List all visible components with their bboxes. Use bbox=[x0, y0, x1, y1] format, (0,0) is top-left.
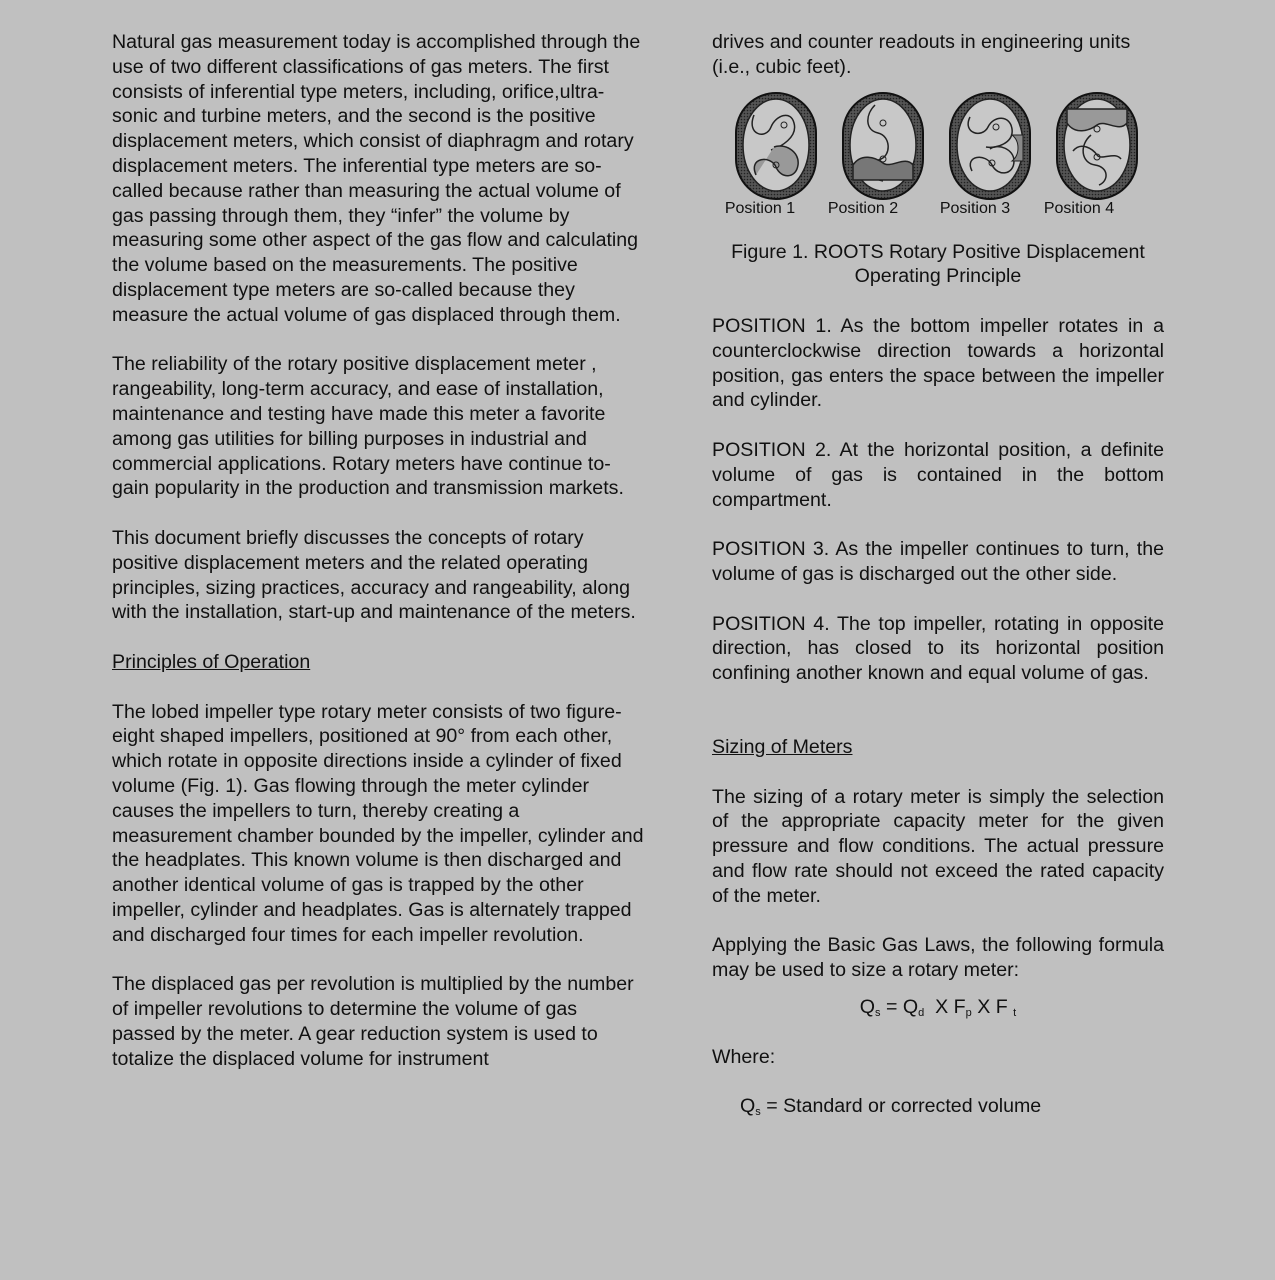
where-label: Where: bbox=[712, 1045, 776, 1068]
definition-text: = Standard or corrected volume bbox=[760, 1095, 1042, 1118]
definition-qs bbox=[712, 1094, 1164, 1119]
formula-times-f: X F bbox=[971, 995, 1014, 1018]
figure-caption: Figure 1. ROOTS Rotary Positive Displacement Operating Principle bbox=[731, 240, 1145, 288]
paragraph-position-2: POSITION 2. At the horizontal position, a definite volume of gas is contained in the bottom compartment. bbox=[712, 438, 1164, 511]
figure-label-position-2: Position 2 bbox=[827, 199, 899, 217]
formula-sub-p: p bbox=[965, 1006, 972, 1019]
rotary-meter-diagram bbox=[712, 90, 1164, 200]
definition-sub-s: s bbox=[755, 1106, 761, 1119]
paragraph-displaced-gas: The displaced gas per revolution is multiplied by the number of impeller revolutions to determine the volume of gas passed by the meter. A gear reduction system is used to totalize the displaced volume for instrument bbox=[112, 973, 634, 1070]
right-column bbox=[712, 30, 1164, 1144]
heading-principles-of-operation: Principles of Operation bbox=[112, 650, 311, 673]
sizing-formula bbox=[712, 995, 1164, 1020]
position-2-diagram bbox=[843, 93, 923, 199]
formula-sub-t: t bbox=[1013, 1006, 1017, 1019]
formula-sub-s: s bbox=[875, 1006, 881, 1019]
position-4-diagram bbox=[1057, 93, 1137, 199]
formula-q: Q bbox=[859, 995, 876, 1018]
figure-label-position-3: Position 3 bbox=[939, 199, 1011, 217]
left-column bbox=[112, 30, 644, 1096]
paragraph-reliability: The reliability of the rotary positive displacement meter , rangeability, long-term accuracy, and ease of installation, maintenance and testing have made this meter a favorite among gas utilities for billing purposes in industrial and commercial applications. Rotary meters have continue to-gain popularity in the production and transmission markets. bbox=[112, 353, 624, 500]
formula-equals: = bbox=[880, 995, 903, 1018]
position-1-diagram bbox=[736, 93, 816, 199]
paragraph-sizing: The sizing of a rotary meter is simply the selection of the appropriate capacity meter for the given pressure and flow conditions. The actual pressure and flow rate should not exceed the rated capacity of the meter. bbox=[712, 785, 1164, 907]
figure-rotary-positions bbox=[712, 90, 1164, 240]
paragraph-lobed-impeller: The lobed impeller type rotary meter consists of two figure-eight shaped impellers, positioned at 90° from each other, which rotate in opposite directions inside a cylinder of fixed volume (Fig. 1). Gas flowing through the meter cylinder causes the impellers to turn, thereby creating a measurement chamber bounded by the impeller, cylinder and the headplates. This known volume is then discharged and another identical volume of gas is trapped by the other impeller, cylinder and headplates. Gas is alternately trapped and discharged four times for each impeller revolution. bbox=[112, 700, 644, 946]
formula-times-f: X F bbox=[924, 995, 966, 1018]
paragraph-position-1: POSITION 1. As the bottom impeller rotates in a counterclockwise direction towards a horizontal position, gas enters the space between the impeller and cylinder. bbox=[712, 314, 1164, 412]
paragraph-position-4: POSITION 4. The top impeller, rotating in opposite direction, has closed to its horizontal position confining another known and equal volume of gas. bbox=[712, 612, 1164, 685]
position-3-diagram bbox=[950, 93, 1030, 199]
paragraph-drives: drives and counter readouts in engineering units (i.e., cubic feet). bbox=[712, 31, 1131, 78]
paragraph-intro: Natural gas measurement today is accomplished through the use of two different classifications of gas meters. The first consists of inferential type meters, including, orifice,ultra-sonic and turbine meters, and the second is the positive displacement meters, which consist of diaphragm and rotary displacement meters. The inferential type meters are so-called because rather than measuring the actual volume of gas passing through them, they “infer” the volume by measuring some other aspect of the gas flow and calculating the volume based on the measurements. The positive displacement type meters are so-called because they measure the actual volume of gas displaced through them. bbox=[112, 31, 641, 326]
figure-label-position-1: Position 1 bbox=[724, 199, 796, 217]
paragraph-document-scope: This document briefly discusses the concepts of rotary positive displacement meters and the related operating principles, sizing practices, accuracy and rangeability, along with the installation, start-up and maintenance of the meters. bbox=[112, 526, 636, 624]
paragraph-position-3: POSITION 3. As the impeller continues to turn, the volume of gas is discharged out the other side. bbox=[712, 538, 1164, 585]
heading-sizing-of-meters: Sizing of Meters bbox=[712, 735, 853, 758]
figure-label-position-4: Position 4 bbox=[1043, 199, 1115, 217]
definition-q: Q bbox=[740, 1095, 756, 1118]
formula-q: Q bbox=[902, 995, 919, 1018]
formula-sub-d: d bbox=[918, 1006, 925, 1019]
paragraph-basic-gas-laws: Applying the Basic Gas Laws, the following formula may be used to size a rotary meter: bbox=[712, 934, 1164, 982]
